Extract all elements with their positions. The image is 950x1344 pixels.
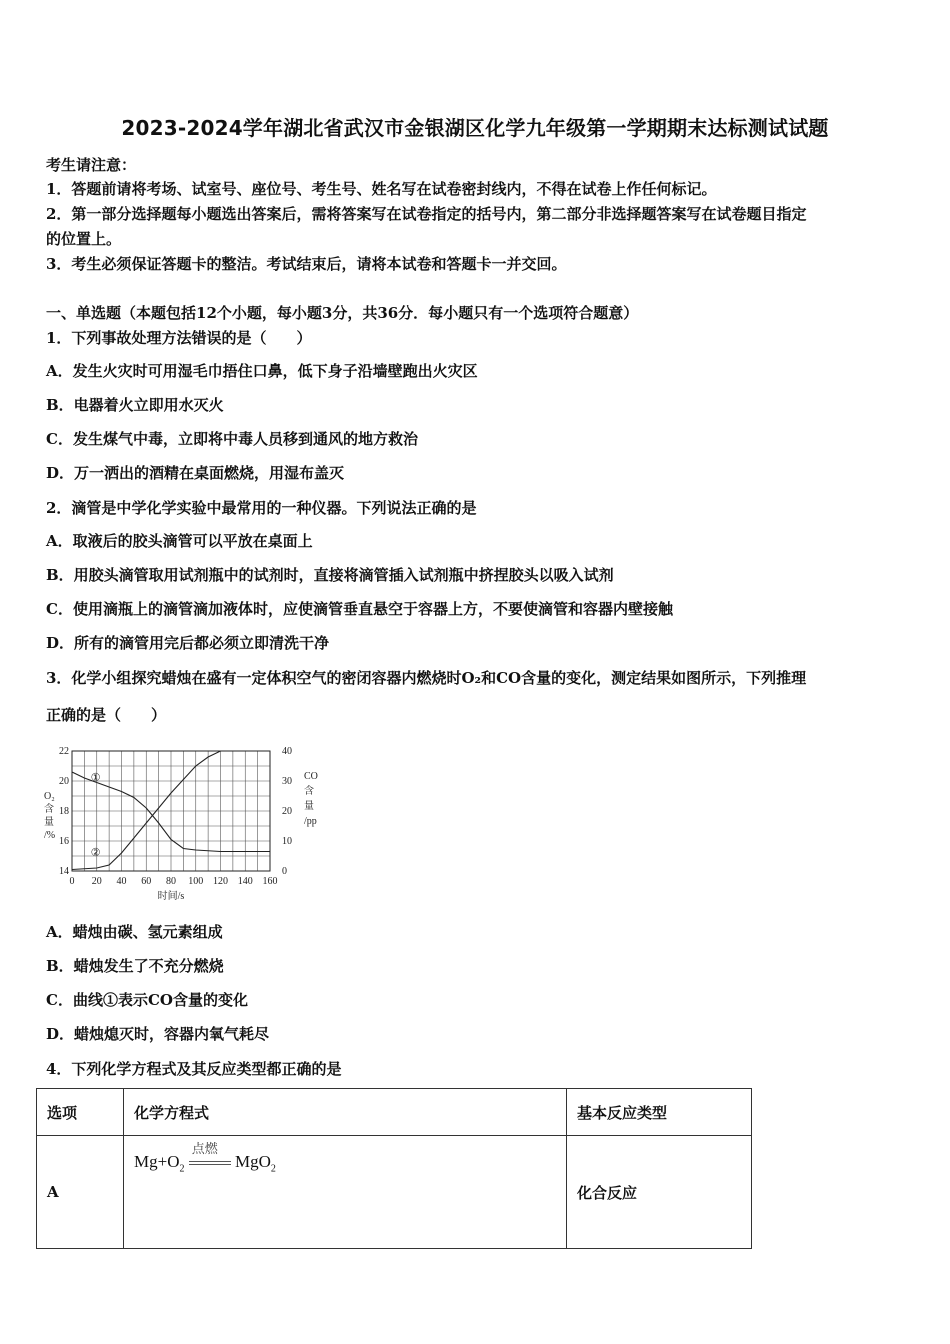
chart-tick-labels (59, 746, 292, 887)
notice-item-2-cont: 的位置上。 (46, 230, 122, 248)
y-right-tick-label: 20 (282, 806, 292, 817)
header-reaction-type: 基本反应类型 (567, 1089, 752, 1136)
q3-option-b: B．蜡烛发生了不充分燃烧 (46, 957, 224, 975)
notice-item-1: 1．答题前请将考场、试室号、座位号、考生号、姓名写在试卷密封线内，不得在试卷上作任何标记。 (46, 180, 717, 198)
y-left-axis-label: O₂ (44, 791, 55, 802)
y-left-tick-label: 14 (59, 866, 69, 877)
q1-option-c: C．发生煤气中毒，立即将中毒人员移到通风的地方救治 (46, 430, 418, 448)
series-label-1: ① (90, 771, 101, 784)
eq-condition: 点燃 (191, 1141, 218, 1157)
y-right-axis-label: /pp (304, 816, 317, 827)
header-option: 选项 (37, 1089, 124, 1136)
y-left-tick-label: 16 (59, 836, 69, 847)
notice-item-2: 2．第一部分选择题每小题选出答案后，需将答案写在试卷指定的括号内，第二部分非选择题答案写在试卷题目指定 (46, 205, 807, 223)
series-label-2: ② (90, 846, 101, 859)
eq-products: MgO (234, 1152, 271, 1171)
eq-subscript: 2 (179, 1163, 185, 1175)
q2-stem: 2．滴管是中学化学实验中最常用的一种仪器。下列说法正确的是 (46, 499, 477, 517)
q2-option-b: B．用胶头滴管取用试剂瓶中的试剂时，直接将滴管插入试剂瓶中挤捏胶头以吸入试剂 (46, 566, 614, 584)
y-left-axis-label: /% (44, 830, 56, 841)
q2-option-a: A．取液后的胶头滴管可以平放在桌面上 (46, 532, 313, 550)
eq-subscript: 2 (270, 1163, 276, 1175)
q2-option-c: C．使用滴瓶上的滴管滴加液体时，应使滴管垂直悬空于容器上方，不要使滴管和容器内壁接触 (46, 600, 673, 618)
y-right-axis-label: CO (304, 771, 318, 782)
x-tick-label: 60 (141, 876, 152, 887)
row-equation (124, 1136, 567, 1249)
row-option: A (37, 1136, 124, 1249)
notice-item-3: 3．考生必须保证答题卡的整洁。考试结束后，请将本试卷和答题卡一并交回。 (46, 255, 567, 273)
x-tick-label: 0 (69, 876, 75, 887)
page-title: 2023-2024学年湖北省武汉市金银湖区化学九年级第一学期期末达标测试试题 (121, 116, 829, 140)
y-right-tick-label: 0 (282, 866, 287, 877)
table-row (37, 1136, 752, 1249)
header-equation: 化学方程式 (124, 1089, 567, 1136)
x-tick-label: 20 (91, 876, 102, 887)
chart-grid (72, 751, 270, 871)
y-right-tick-label: 40 (282, 746, 292, 757)
row-reaction-type: 化合反应 (567, 1136, 752, 1249)
q4-table (36, 1088, 752, 1249)
x-tick-label: 100 (188, 876, 204, 887)
eq-reactants: Mg+O (134, 1152, 180, 1171)
section-heading: 一、单选题（本题包括12个小题，每小题3分，共36分．每小题只有一个选项符合题意） (46, 304, 639, 322)
q1-stem: 1．下列事故处理方法错误的是（ ） (46, 329, 312, 347)
y-left-tick-label: 22 (59, 746, 69, 757)
x-tick-label: 80 (166, 876, 176, 887)
q3-option-c: C．曲线①表示CO含量的变化 (46, 991, 248, 1009)
notice-header: 考生请注意： (46, 156, 137, 174)
y-right-axis-label: 含 (304, 786, 314, 797)
q4-stem: 4．下列化学方程式及其反应类型都正确的是 (46, 1060, 342, 1078)
y-right-tick-label: 30 (282, 776, 292, 787)
table-header-row (37, 1089, 752, 1136)
q3-stem-cont: 正确的是（ ） (46, 706, 167, 724)
y-right-axis-label: 量 (304, 801, 314, 812)
q3-option-d: D．蜡烛熄灭时，容器内氧气耗尽 (46, 1025, 270, 1043)
y-right-tick-label: 10 (282, 836, 292, 847)
x-axis-label: 时间/s (157, 891, 185, 902)
y-left-tick-label: 18 (59, 806, 69, 817)
q1-option-d: D．万一洒出的酒精在桌面燃烧，用湿布盖灭 (46, 464, 345, 482)
y-left-tick-label: 20 (59, 776, 69, 787)
x-tick-label: 120 (213, 876, 228, 887)
y-left-axis-label: 含 (44, 804, 54, 815)
q1-option-b: B．电器着火立即用水灭火 (46, 396, 224, 414)
x-tick-label: 140 (237, 876, 253, 887)
q3-option-a: A．蜡烛由碳、氢元素组成 (46, 923, 223, 941)
q3-stem: 3．化学小组探究蜡烛在盛有一定体积空气的密闭容器内燃烧时O₂和CO含量的变化，测定结果如图所示，下列推理 (46, 669, 807, 687)
q2-option-d: D．所有的滴管用完后都必须立即清洗干净 (46, 634, 330, 652)
y-left-axis-label: 量 (44, 817, 54, 828)
x-tick-label: 40 (116, 876, 127, 887)
o2-co-chart (40, 735, 340, 905)
eq-condition-arrow (189, 1141, 231, 1172)
q1-option-a: A．发生火灾时可用湿毛巾捂住口鼻，低下身子沿墙壁跑出火灾区 (46, 362, 478, 380)
chemical-equation (134, 1141, 276, 1175)
x-tick-label: 160 (262, 876, 278, 887)
